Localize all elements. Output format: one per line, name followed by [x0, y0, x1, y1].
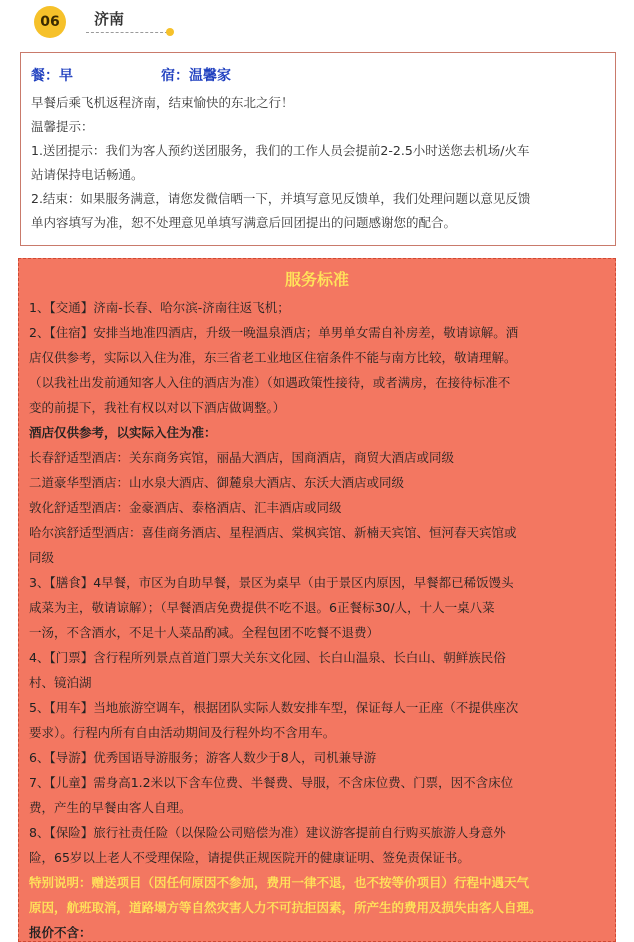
service-line: 原因，航班取消，道路塌方等自然灾害人力不可抗拒因素，所产生的费用及损失由客人自理。 — [29, 900, 542, 915]
service-line: 二道豪华型酒店：山水泉大酒店、御麓泉大酒店、东沃大酒店或同级 — [29, 475, 405, 490]
service-line: （以我社出发前通知客人入住的酒店为准）（如遇政策性接待，或者满房，在接待标准不 — [29, 375, 511, 390]
day-header — [34, 6, 234, 38]
service-line: 2、【住宿】安排当地准四酒店，升级一晚温泉酒店；单男单女需自补房差，敬请谅解。酒 — [29, 325, 519, 340]
day-number-badge: 06 — [34, 6, 66, 38]
service-line: 咸菜为主，敬请谅解）；（早餐酒店免费提供不吃不退。6正餐标30/人，十人一桌八菜 — [29, 600, 495, 615]
tips-heading: 温馨提示： — [31, 119, 94, 134]
day-info-box — [20, 52, 616, 246]
meals-label: 餐：早 — [31, 68, 73, 84]
service-line: 酒店仅供参考，以实际入住为准： — [29, 425, 217, 440]
meals-row — [31, 65, 605, 87]
service-line: 同级 — [29, 550, 55, 565]
service-line: 店仅供参考，实际以入住为准，东三省老工业地区住宿条件不能与南方比较，敬请理解。 — [29, 350, 517, 365]
accommodation-label: 宿：温馨家 — [161, 68, 231, 84]
service-line: 要求）。行程内所有自由活动期间及行程外均不含用车。 — [29, 725, 336, 740]
day-city-title: 济南 — [94, 10, 125, 28]
service-line: 哈尔滨舒适型酒店：喜佳商务酒店、星程酒店、棠枫宾馆、新楠天宾馆、恒河春天宾馆或 — [29, 525, 517, 540]
service-list — [29, 295, 605, 942]
service-line: 费，产生的早餐由客人自理。 — [29, 800, 192, 815]
title-underline — [86, 32, 168, 33]
service-line: 8、【保险】旅行社责任险（以保险公司赔偿为准）建议游客提前自行购买旅游人身意外 — [29, 825, 506, 840]
tip-line: 单内容填写为准，恕不处理意见单填写满意后回团提出的问题感谢您的配合。 — [31, 215, 457, 230]
service-line: 险，65岁以上老人不受理保险，请提供正规医院开的健康证明、签免责保证书。 — [29, 850, 470, 865]
service-line: 报价不含： — [29, 925, 92, 940]
service-line: 一汤，不含酒水，不足十人菜品酌减。全程包团不吃餐不退费） — [29, 625, 380, 640]
service-standard-box — [18, 258, 616, 942]
service-title: 服务标准 — [284, 270, 349, 289]
service-line: 变的前提下，我社有权以对以下酒店做调整。） — [29, 400, 286, 415]
service-line: 村、镜泊湖 — [29, 675, 92, 690]
service-line: 5、【用车】当地旅游空调车，根据团队实际人数安排车型，保证每人一正座（不提供座次 — [29, 700, 519, 715]
tip-line: 2.结束：如果服务满意，请您发微信晒一下，并填写意见反馈单，我们处理问题以意见反馈 — [31, 191, 531, 206]
service-line: 长春舒适型酒店：关东商务宾馆，丽晶大酒店，国商酒店，商贸大酒店或同级 — [29, 450, 455, 465]
service-line: 敦化舒适型酒店：金豪酒店、泰格酒店、汇丰酒店或同级 — [29, 500, 342, 515]
tip-line: 站请保持电话畅通。 — [31, 167, 144, 182]
service-line: 7、【儿童】需身高1.2米以下含车位费、半餐费、导服，不含床位费、门票，因不含床位 — [29, 775, 514, 790]
service-line: 1、【交通】济南-长春、哈尔滨-济南往返飞机； — [29, 300, 290, 315]
tip-line: 1.送团提示：我们为客人预约送团服务，我们的工作人员会提前2-2.5小时送您去机场/火车 — [31, 143, 530, 158]
service-line: 6、【导游】优秀国语导游服务；游客人数少于8人，司机兼导游 — [29, 750, 377, 765]
service-line: 4、【门票】含行程所列景点首道门票大关东文化园、长白山温泉、长白山、朝鲜族民俗 — [29, 650, 506, 665]
title-dot — [166, 28, 174, 36]
itinerary-text: 早餐后乘飞机返程济南，结束愉快的东北之行！ — [31, 95, 294, 110]
service-line: 特别说明：赠送项目（因任何原因不参加，费用一律不退，也不按等价项目）行程中遇天气 — [29, 875, 530, 890]
service-line: 3、【膳食】4早餐，市区为自助早餐，景区为桌早（由于景区内原因，早餐都已稀饭馒头 — [29, 575, 514, 590]
